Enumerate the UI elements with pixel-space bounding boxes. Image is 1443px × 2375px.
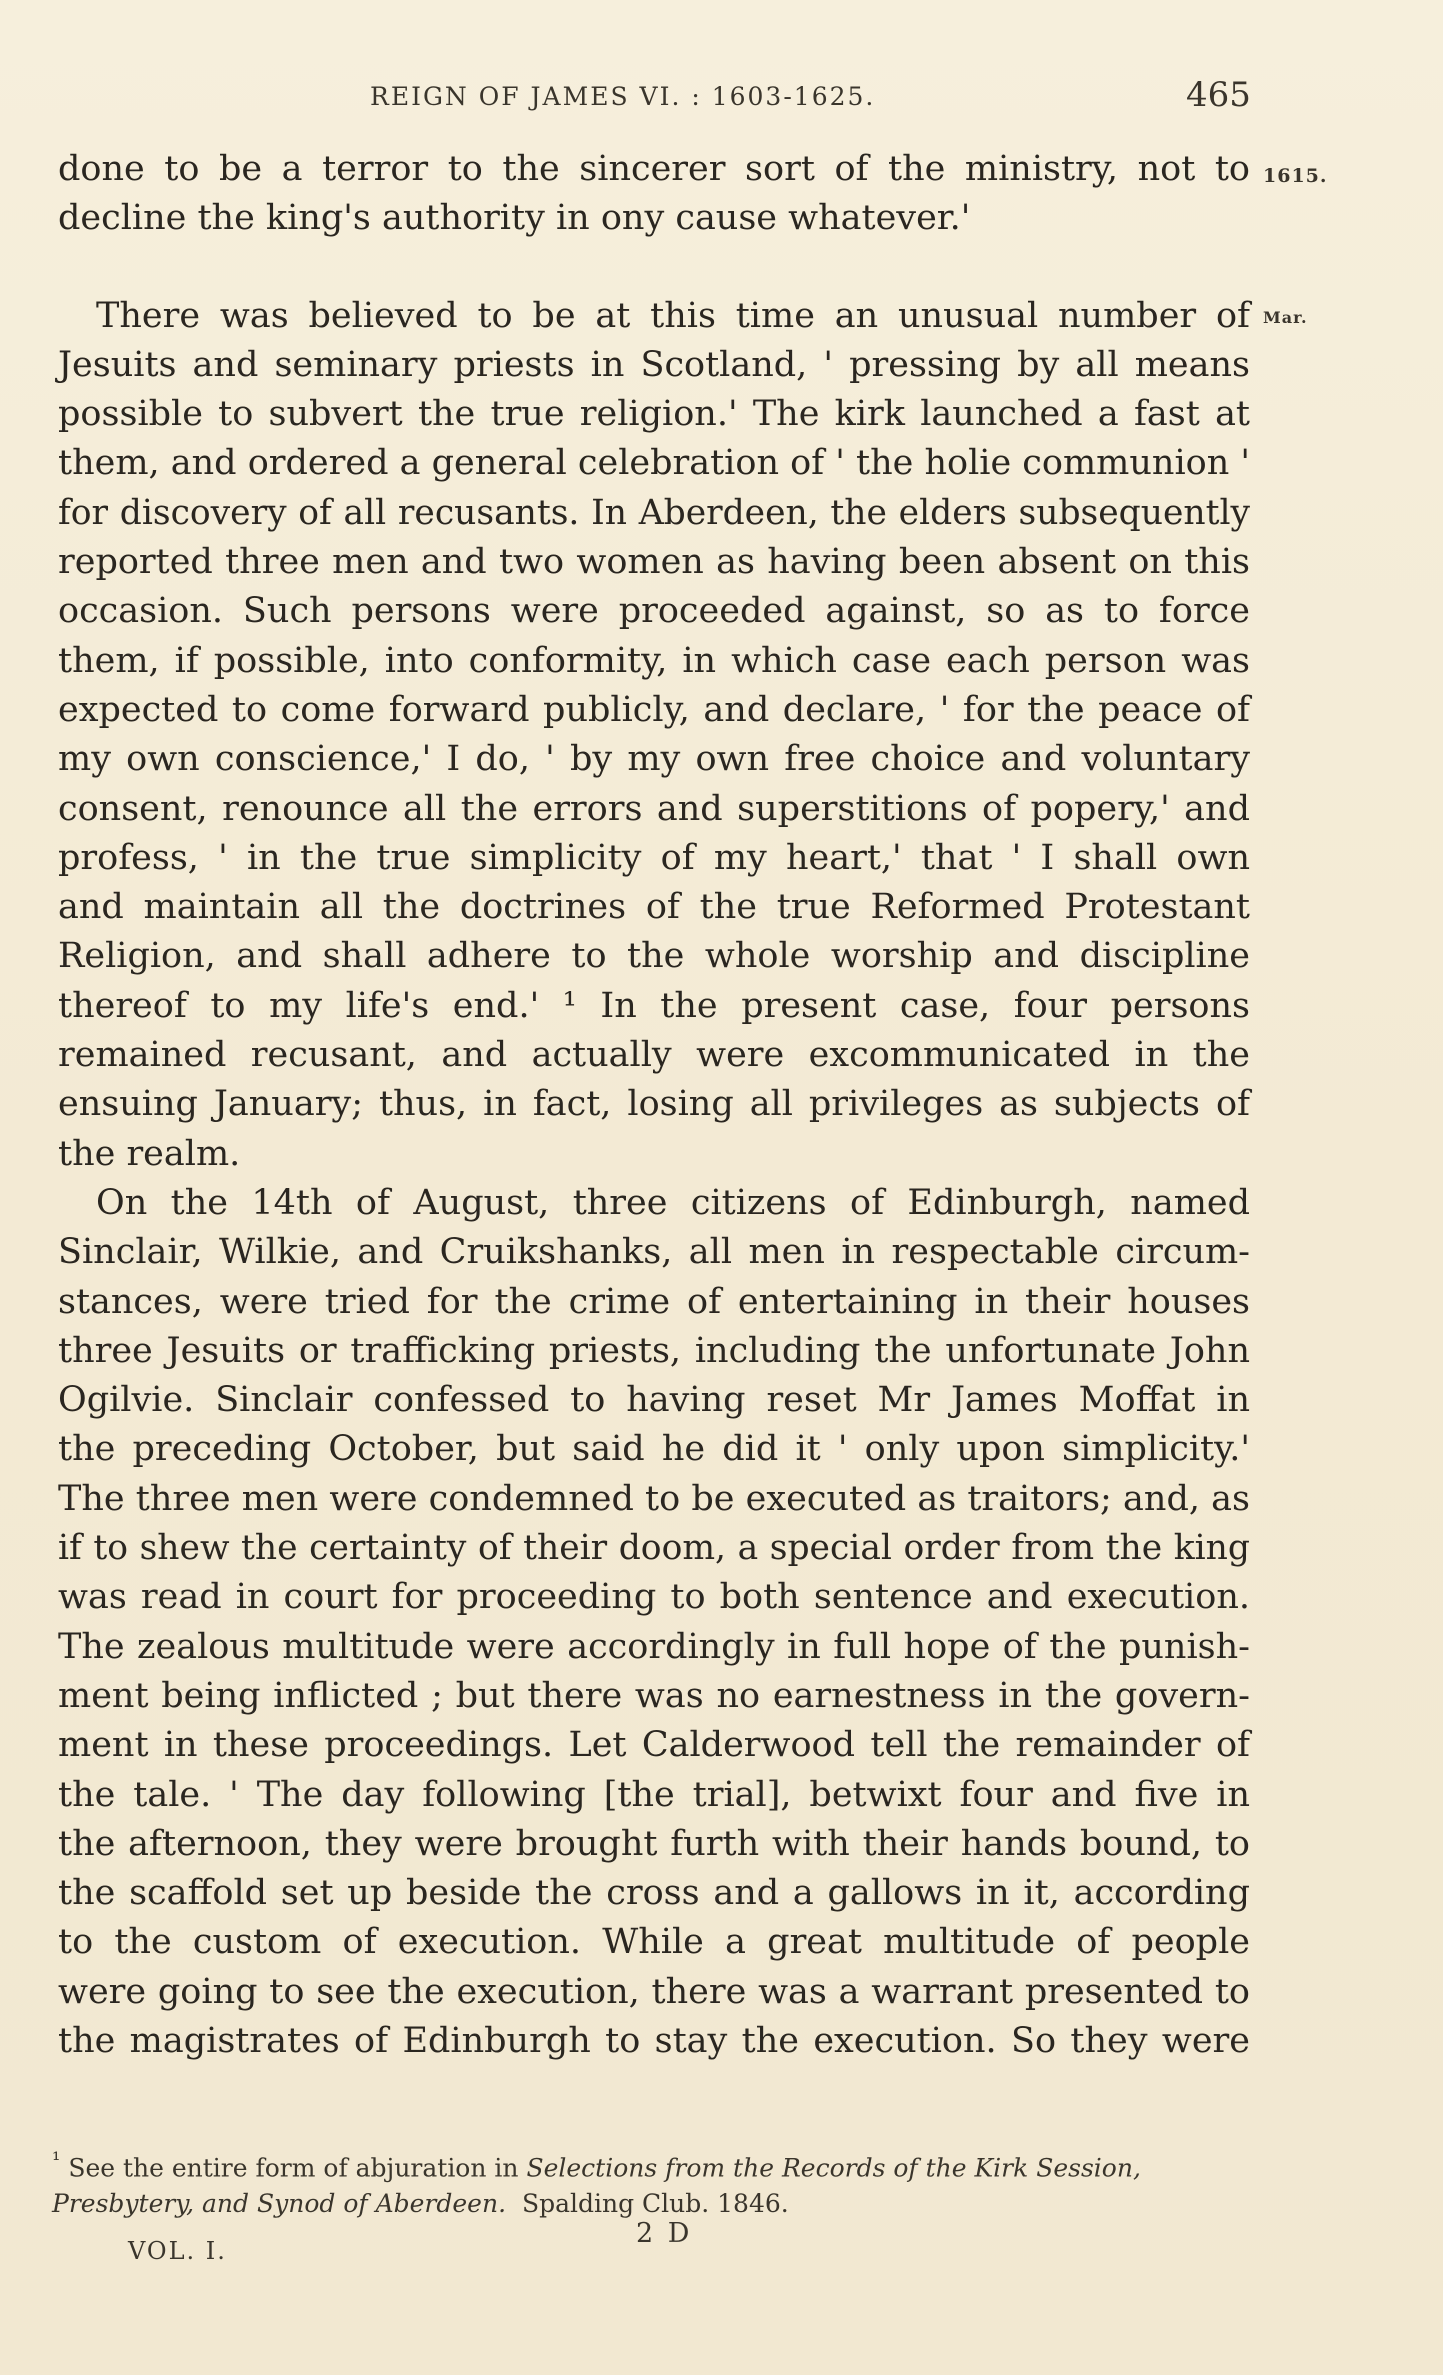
footnote-title: Selections from the Records of the Kirk Session, bbox=[526, 2153, 1141, 2183]
text-line: expected to come forward publicly, and declare, ' for the peace of bbox=[58, 689, 1250, 730]
text-line: thereof to my life's end.' ¹ In the present case, four persons bbox=[58, 985, 1250, 1026]
text-line: was read in court for proceeding to both sentence and execution. bbox=[58, 1577, 1250, 1618]
footnote-title-cont: Presbytery, and Synod of Aberdeen. bbox=[52, 2189, 507, 2218]
text-line: The three men were condemned to be executed as traitors; and, as bbox=[58, 1478, 1250, 1519]
margin-note-month: Mar. bbox=[1263, 308, 1308, 327]
text-line: the scaffold set up beside the cross and a gallows in it, according bbox=[58, 1873, 1250, 1914]
paragraph-spacer bbox=[58, 244, 1250, 292]
text-line: consent, renounce all the errors and superstitions of popery,' and bbox=[58, 788, 1250, 829]
footnote-lead: See the entire form of abjuration in bbox=[68, 2153, 519, 2183]
text-line: ensuing January; thus, in fact, losing all privileges as subjects of bbox=[58, 1084, 1250, 1125]
text-line: ment being inflicted ; but there was no earnestness in the govern- bbox=[58, 1675, 1250, 1716]
text-line: On the 14th of August, three citizens of Edinburgh, named bbox=[96, 1182, 1250, 1223]
text-line: remained recusant, and actually were excommunicated in the bbox=[58, 1035, 1250, 1076]
text-line: ment in these proceedings. Let Calderwood tell the remainder of bbox=[58, 1725, 1250, 1766]
text-line: them, if possible, into conformity, in which case each person was bbox=[58, 640, 1250, 681]
signature-mark: 2 D bbox=[636, 2218, 693, 2249]
text-line: the realm. bbox=[58, 1133, 241, 1174]
text-line: occasion. Such persons were proceeded against, so as to force bbox=[58, 591, 1250, 632]
text-line: stances, were tried for the crime of entertaining in their houses bbox=[58, 1281, 1250, 1322]
text-line: There was believed to be at this time an unusual number of bbox=[96, 295, 1250, 336]
text-line: to the custom of execution. While a great multitude of people bbox=[58, 1922, 1250, 1963]
text-line: the afternoon, they were brought furth with their hands bound, to bbox=[58, 1823, 1250, 1864]
text-line: the magistrates of Edinburgh to stay the execution. So they were bbox=[58, 2020, 1250, 2061]
margin-note-year: 1615. bbox=[1263, 165, 1328, 187]
running-head: REIGN OF JAMES VI. : 1603-1625. bbox=[370, 82, 876, 111]
text-line: three Jesuits or trafficking priests, including the unfortunate John bbox=[58, 1330, 1250, 1371]
text-line: Religion, and shall adhere to the whole worship and discipline bbox=[58, 936, 1250, 977]
footnote-tail: Spalding Club. 1846. bbox=[521, 2189, 789, 2218]
text-line: Ogilvie. Sinclair confessed to having reset Mr James Moffat in bbox=[58, 1380, 1250, 1421]
text-line: them, and ordered a general celebration of ' the holie communion ' bbox=[58, 443, 1250, 484]
footnote-line bbox=[52, 2138, 1252, 2182]
text-line: the tale. ' The day following [the trial], betwixt four and five in bbox=[58, 1774, 1250, 1815]
body-text bbox=[58, 145, 1250, 2066]
text-line: decline the king's authority in ony cause whatever.' bbox=[58, 198, 971, 239]
text-line: profess, ' in the true simplicity of my heart,' that ' I shall own bbox=[58, 837, 1250, 878]
volume-label: VOL. I. bbox=[128, 2237, 227, 2265]
text-line: if to shew the certainty of their doom, a special order from the king bbox=[58, 1528, 1250, 1569]
text-line: were going to see the execution, there was a warrant presented to bbox=[58, 1971, 1250, 2012]
text-line: for discovery of all recusants. In Aberdeen, the elders subsequently bbox=[58, 492, 1250, 533]
text-line: the preceding October, but said he did it ' only upon simplicity.' bbox=[58, 1429, 1250, 1470]
text-line: done to be a terror to the sincerer sort of the ministry, not to bbox=[58, 149, 1250, 189]
text-line: Jesuits and seminary priests in Scotland, ' pressing by all means bbox=[58, 344, 1250, 385]
footnotes bbox=[52, 2138, 1252, 2226]
footnote-marker: ¹ bbox=[52, 2148, 61, 2172]
page-number: 465 bbox=[1186, 75, 1251, 115]
text-line: reported three men and two women as having been absent on this bbox=[58, 542, 1250, 583]
text-line: Sinclair, Wilkie, and Cruikshanks, all men in respectable circum- bbox=[58, 1232, 1250, 1273]
text-line: possible to subvert the true religion.' The kirk launched a fast at bbox=[58, 394, 1250, 435]
text-line: and maintain all the doctrines of the true Reformed Protestant bbox=[58, 887, 1250, 928]
text-line: The zealous multitude were accordingly in full hope of the punish- bbox=[58, 1626, 1250, 1667]
text-line: my own conscience,' I do, ' by my own free choice and voluntary bbox=[58, 739, 1250, 780]
